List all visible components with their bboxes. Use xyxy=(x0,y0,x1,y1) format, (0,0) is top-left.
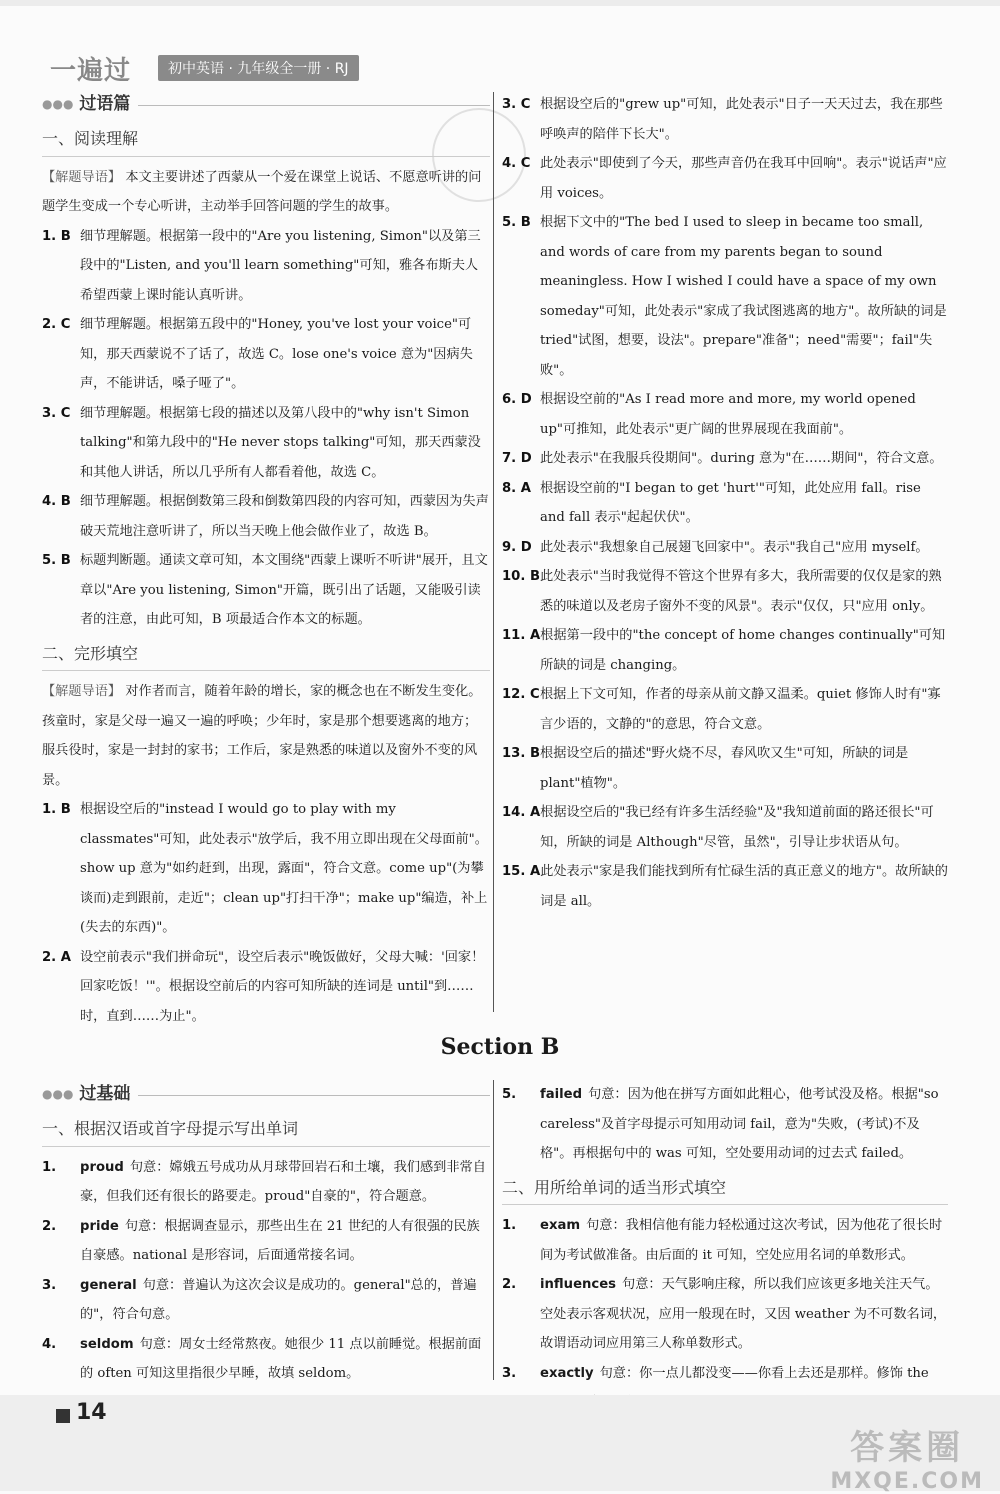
answer-number: 2. xyxy=(42,1218,57,1234)
guide-text: 本文主要讲述了西蒙从一个爱在课堂上说话、不愿意听讲的问题学生变成一个专心听讲，主动举手回答问题的学生的故事。 xyxy=(42,169,482,214)
answer-item xyxy=(42,943,490,1032)
answer-explanation: 此处表示"我想象自己展翅飞回家中"。表示"我自己"应用 myself。 xyxy=(540,539,929,555)
answer-number: 14. A xyxy=(502,805,541,820)
column-divider-b xyxy=(493,1080,494,1380)
answer-number: 15. A xyxy=(502,864,541,879)
answer-number: 8. A xyxy=(502,480,531,496)
answer-item xyxy=(502,739,948,798)
guide-text: 对作者而言，随着年龄的增长，家的概念也在不断发生变化。孩童时，家是父母一遍又一遍的呼唤；少年时，家是那个想要逃离的地方；服兵役时，家是一封封的家书；工作后，家是熟悉的味道以及窗外不变的风景。 xyxy=(42,684,482,788)
section-b-part2-title: 二、用所给单词的适当形式填空 xyxy=(502,1173,948,1206)
answer-number: 2. xyxy=(502,1277,517,1292)
answer-number: 11. A xyxy=(502,628,541,643)
answer-number: 5. B xyxy=(502,215,531,230)
answer-explanation: 句意：你一点儿都没变——你看上去还是那样。修饰 the xyxy=(599,1365,929,1381)
answer-item xyxy=(502,208,948,385)
answer-explanation: 句意：嫦娥五号成功从月球带回岩石和土壤，我们感到非常自豪，但我们还有很长的路要走。proud"自豪的"，符合题意。 xyxy=(80,1159,486,1204)
answer-explanation: 句意：普遍认为这次会议是成功的。general"总的，普遍的"，符合句意。 xyxy=(80,1277,477,1322)
series-label: 初中英语 · 九年级全一册 · RJ xyxy=(158,55,359,81)
answer-number: 6. D xyxy=(502,392,532,407)
answer-number: 4. C xyxy=(502,156,531,171)
page-number: 14 xyxy=(76,1400,107,1425)
answer-item xyxy=(42,399,490,488)
brand-logo: 一遍过 xyxy=(50,56,132,86)
section-b-part1-title: 一、根据汉语或首字母提示写出单词 xyxy=(42,1114,490,1147)
answer-word: seldom xyxy=(80,1336,134,1352)
answer-explanation: 根据第一段中的"the concept of home changes continually"可知所缺的词是 changing。 xyxy=(540,628,946,673)
answer-number: 13. B xyxy=(502,746,541,761)
section-b-part2-answers xyxy=(502,1211,948,1418)
page-marker-icon xyxy=(56,1409,70,1423)
answer-number: 12. C xyxy=(502,687,540,702)
answer-item xyxy=(42,310,490,399)
answer-item xyxy=(42,1153,490,1212)
section-heading xyxy=(42,90,490,120)
part1-answers xyxy=(42,222,490,635)
answer-item xyxy=(502,562,948,621)
answer-word: influences xyxy=(540,1277,617,1292)
answer-word: exam xyxy=(540,1218,581,1233)
guide-label: 【解题导语】 xyxy=(42,684,122,699)
answer-number: 1. xyxy=(42,1159,57,1175)
column-divider xyxy=(493,92,494,1012)
part2-guide xyxy=(42,677,490,795)
heading-rule xyxy=(138,105,490,106)
site-watermark xyxy=(830,1420,984,1494)
section-heading-text: 过语篇 xyxy=(79,94,131,115)
answer-explanation: 根据设空后的"我已经有许多生活经验"及"我知道前面的路还很长"可知，所缺的词是 Although"尽管，虽然"，引导让步状语从句。 xyxy=(540,805,934,850)
answer-item xyxy=(502,474,948,533)
answer-number: 1. B xyxy=(42,228,71,244)
watermark-bottom: MXQE.COM xyxy=(830,1469,984,1494)
answer-number: 10. B xyxy=(502,569,541,584)
answer-item xyxy=(502,1211,948,1270)
section-b-part1-answers xyxy=(42,1153,490,1389)
part2-title: 二、完形填空 xyxy=(42,639,490,672)
answer-number: 3. C xyxy=(502,97,531,112)
answer-explanation: 标题判断题。通读文章可知，本文围绕"西蒙上课听不听讲"展开，且文章以"Are you listening, Simon"开篇，既引出了话题，又能吸引读者的注意，由此可知，B 项最适合作本文的标题。 xyxy=(80,553,488,627)
answer-number: 2. A xyxy=(42,949,71,965)
answer-explanation: 句意：因为他在拼写方面如此粗心，他考试没及格。根据"so careless"及首字母提示可知用动词 fail，意为"失败，(考试)不及格"。再根据句中的 was 可知，空处要用动词的过去式 failed。 xyxy=(540,1087,939,1161)
answer-word: proud xyxy=(80,1159,124,1175)
section-b-right xyxy=(502,1080,948,1418)
answer-explanation: 细节理解题。根据第一段中的"Are you listening, Simon"以及第三段中的"Listen, and you'll learn something"可知，雅各布斯夫人希望西蒙上课时能认真听讲。 xyxy=(80,228,481,303)
answer-item xyxy=(42,546,490,635)
answer-word: failed xyxy=(540,1087,583,1102)
answer-item xyxy=(502,798,948,857)
answer-explanation: 根据设空前的"As I read more and more, my world opened up"可推知，此处表示"更广阔的世界展现在我面前"。 xyxy=(540,392,916,437)
decor-dots-icon: ●●● xyxy=(42,97,74,112)
answer-number: 1. B xyxy=(42,802,71,817)
answer-item xyxy=(502,857,948,916)
answer-item xyxy=(502,444,948,474)
answer-explanation: 细节理解题。根据倒数第三段和倒数第四段的内容可知，西蒙因为失声破天荒地注意听讲了，所以当天晚上他会做作业了，故选 B。 xyxy=(80,494,489,539)
answer-number: 5. xyxy=(502,1087,517,1102)
section-b-right-answers xyxy=(502,1080,948,1169)
answer-explanation: 根据下文中的"The bed I used to sleep in became too small, and words of care from my parents began to sound meaningless. How I wished I could have a space of my own someday"可知，此处表示"家成了我试图逃离的地方"。故所缺的词是 tried"试图，想要，设法"。prepare"准备"；need"需要"；fail"失败"。 xyxy=(540,215,947,378)
answer-number: 1. xyxy=(502,1218,517,1233)
answer-word: general xyxy=(80,1277,137,1293)
answer-explanation: 句意：天气影响庄稼，所以我们应该更多地关注天气。空处表示客观状况，应用一般现在时，又因 weather 为不可数名词，故谓语动词应用第三人称单数形式。 xyxy=(540,1277,947,1351)
answer-item xyxy=(42,222,490,311)
answer-explanation: 根据上下文可知，作者的母亲从前文静又温柔。quiet 修饰人时有"寡言少语的，文静的"的意思，符合文意。 xyxy=(540,687,941,732)
part2-answers xyxy=(42,795,490,1031)
answer-number: 9. D xyxy=(502,539,532,555)
answer-number: 4. B xyxy=(42,494,71,509)
section-b-left xyxy=(42,1080,490,1389)
answer-explanation: 此处表示"即使到了今天，那些声音仍在我耳中回响"。表示"说话声"应用 voices。 xyxy=(540,156,947,201)
answer-number: 4. xyxy=(42,1336,57,1352)
answer-item xyxy=(502,621,948,680)
answer-explanation: 此处表示"当时我觉得不管这个世界有多大，我所需要的仅仅是家的熟悉的味道以及老房子窗外不变的风景"。表示"仅仅，只"应用 only。 xyxy=(540,569,942,614)
answer-item xyxy=(42,487,490,546)
answer-item xyxy=(502,90,948,149)
right-column xyxy=(502,90,948,916)
answer-explanation: 根据设空后的描述"野火烧不尽，春风吹又生"可知，所缺的词是 plant"植物"。 xyxy=(540,746,909,791)
answer-word: exactly xyxy=(540,1365,594,1381)
left-column xyxy=(42,90,490,1031)
answer-explanation: 根据设空后的"instead I would go to play with my classmates"可知，此处表示"放学后，我不用立即出现在父母面前"。show up 意为"如约赶到，出现，露面"，符合文意。come up"(为攀谈而)走到跟前，走近"；clean up"打扫干净"；make up"编造，补上(失去的东西)"。 xyxy=(80,802,488,935)
part1-guide xyxy=(42,163,490,222)
answer-number: 3. C xyxy=(42,405,71,421)
answer-number: 2. C xyxy=(42,317,71,332)
answer-explanation: 句意：周女士经常熬夜。她很少 11 点以前睡觉。根据前面的 often 可知这里指很少早睡，故填 seldom。 xyxy=(80,1336,482,1381)
part1-title: 一、阅读理解 xyxy=(42,124,490,157)
answer-item xyxy=(502,149,948,208)
right-answers xyxy=(502,90,948,916)
section-b-title: Section B xyxy=(440,1034,560,1060)
answer-item xyxy=(42,1271,490,1330)
top-edge xyxy=(0,0,1000,6)
answer-number: 7. D xyxy=(502,451,532,466)
answer-explanation: 根据设空后的"grew up"可知，此处表示"日子一天天过去，我在那些呼唤声的陪伴下长大"。 xyxy=(540,97,943,142)
watermark-top: 答案圈 xyxy=(850,1428,965,1468)
guide-label: 【解题导语】 xyxy=(42,169,122,185)
answer-explanation: 此处表示"家是我们能找到所有忙碌生活的真正意义的地方"。故所缺的词是 all。 xyxy=(540,864,948,909)
answer-explanation: 细节理解题。根据第五段中的"Honey, you've lost your voice"可知，那天西蒙说不了话了，故选 C。lose one's voice 意为"因病失声，不能讲话，嗓子哑了"。 xyxy=(80,317,473,391)
answer-item xyxy=(42,1212,490,1271)
section-b-heading-text: 过基础 xyxy=(79,1084,131,1105)
answer-explanation: 句意：我相信他有能力轻松通过这次考试，因为他花了很长时间为考试做准备。由后面的 it 可知，空处应用名词的单数形式。 xyxy=(540,1218,943,1263)
answer-explanation: 根据设空前的"I began to get 'hurt'"可知，此处应用 fall。rise and fall 表示"起起伏伏"。 xyxy=(540,480,921,525)
answer-item xyxy=(502,385,948,444)
answer-item xyxy=(502,533,948,563)
answer-item xyxy=(42,1330,490,1389)
answer-number: 5. B xyxy=(42,553,71,568)
heading-rule xyxy=(138,1095,490,1096)
answer-item xyxy=(502,1270,948,1359)
answer-item xyxy=(42,795,490,943)
answer-explanation: 细节理解题。根据第七段的描述以及第八段中的"why isn't Simon talking"和第九段中的"He never stops talking"可知，那天西蒙没和其他人讲话，所以几乎所有人都看着他，故选 C。 xyxy=(80,405,481,480)
answer-explanation: 此处表示"在我服兵役期间"。during 意为"在……期间"，符合文意。 xyxy=(540,451,943,466)
answer-number: 3. xyxy=(502,1365,517,1381)
answer-item xyxy=(502,1080,948,1169)
answer-item xyxy=(502,680,948,739)
section-b-heading xyxy=(42,1080,490,1110)
answer-word: pride xyxy=(80,1218,119,1234)
decor-dots-icon: ●●● xyxy=(42,1087,74,1102)
answer-explanation: 句意：根据调查显示，那些出生在 21 世纪的人有很强的民族自豪感。national 是形容词，后面通常接名词。 xyxy=(80,1218,480,1263)
answer-number: 3. xyxy=(42,1277,57,1293)
answer-explanation: 设空前表示"我们拼命玩"，设空后表示"晚饭做好，父母大喊：'回家！回家吃饭！'"。根据设空前后的内容可知所缺的连词是 until"到……时，直到……为止"。 xyxy=(80,949,485,1024)
